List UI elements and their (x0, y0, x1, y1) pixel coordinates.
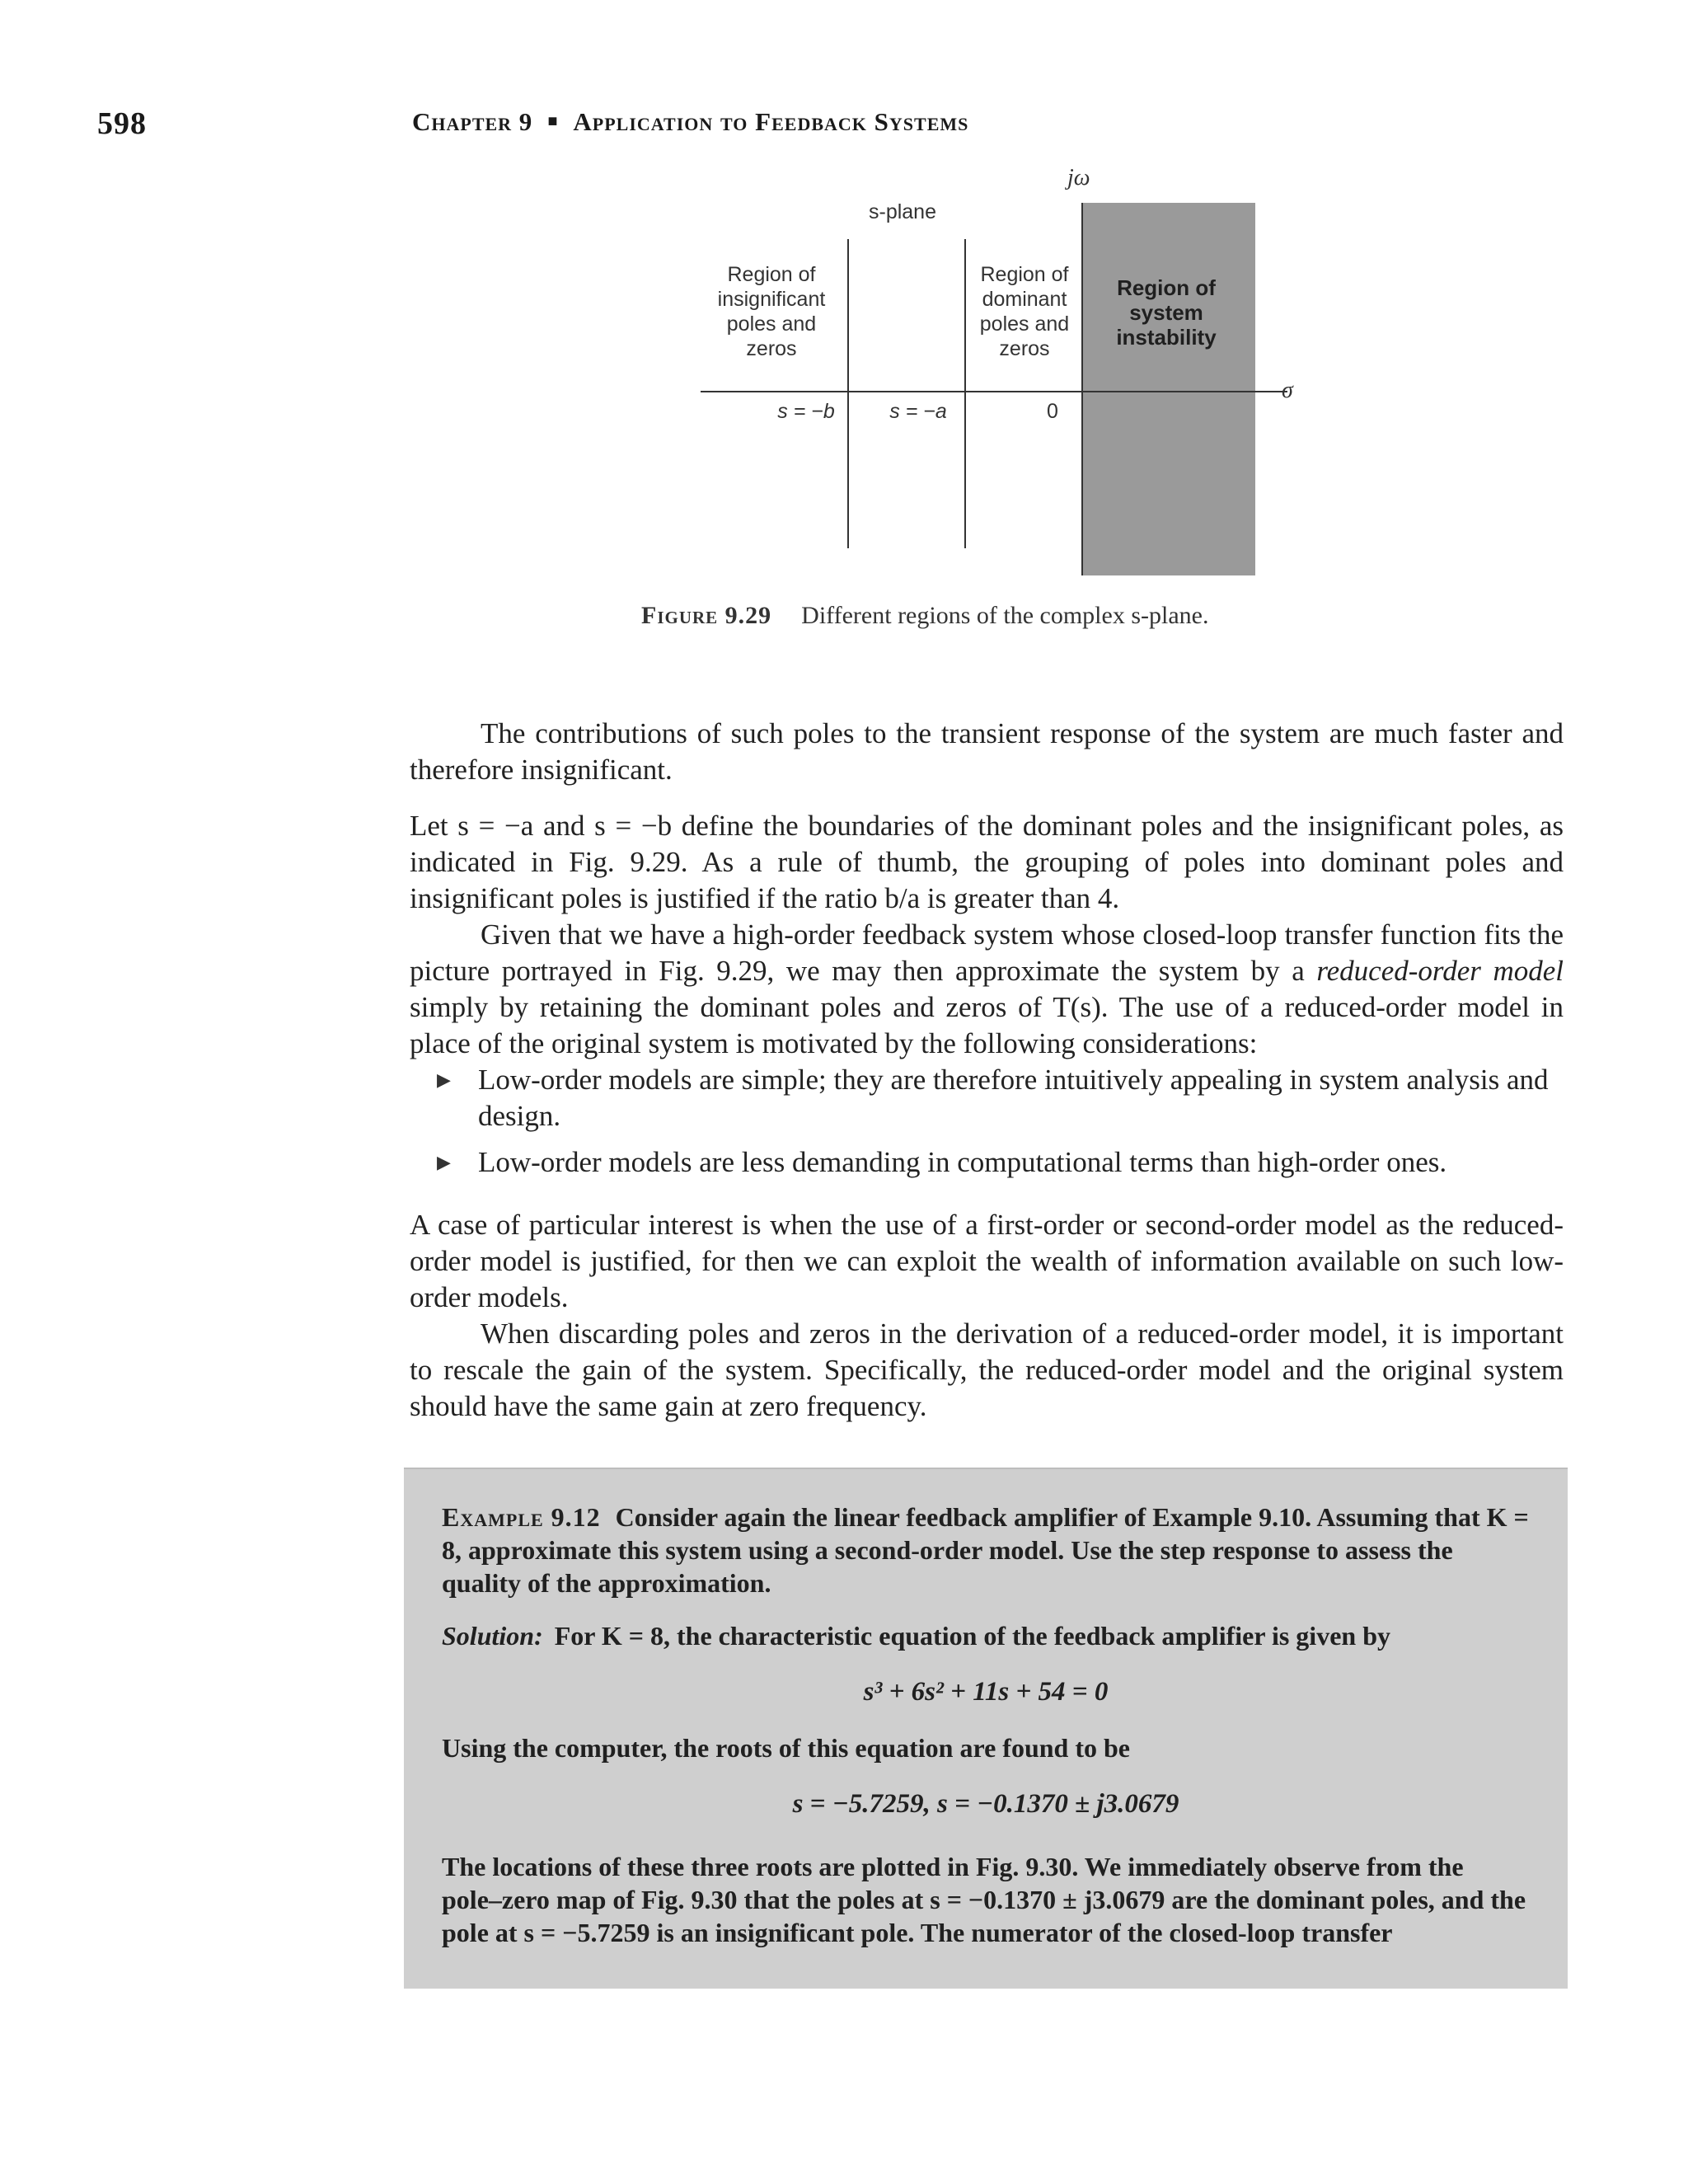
paragraph-4: A case of particular interest is when the use of a first-order or second-order model as the reduced-order model is justified, for then we can exploit the wealth of information available on such low-order models. (410, 1209, 1564, 1313)
region-insignificant-label: Region of insignificant poles and zeros (717, 263, 826, 360)
characteristic-equation: s³ + 6s² + 11s + 54 = 0 (863, 1677, 1109, 1707)
imaginary-axis-label: jω (1067, 165, 1090, 190)
triangle-bullet-icon: ▶ (437, 1152, 451, 1172)
boundary-b-label: s = −b (777, 400, 835, 423)
s-plane-label: s-plane (869, 200, 936, 223)
figure-s-plane (0, 0, 1688, 627)
origin-label: 0 (1047, 400, 1058, 423)
bullet-list (437, 1062, 1564, 1191)
paragraph-2: Let s = −a and s = −b define the boundaries of the dominant poles and the insignificant poles, as indicated in Fig. 9.29. As a rule of thumb, the grouping of poles into dominant poles and insignificant poles is justified if the ratio b/a is greater than 4. (410, 810, 1564, 914)
list-item: ▶ Low-order models are simple; they are therefore intuitively appealing in system analysis and design. (437, 1064, 1549, 1132)
paragraph-5: When discarding poles and zeros in the derivation of a reduced-order model, it is important to rescale the gain of the system. Specifically, the reduced-order model and the original system should have the same gain at zero frequency. (410, 1317, 1564, 1422)
list-item: ▶ Low-order models are less demanding in computational terms than high-order ones. (437, 1144, 1564, 1181)
paragraph-1: The contributions of such poles to the transient response of the system are much faster and therefore insignificant. (410, 717, 1564, 786)
region-dominant-label: Region of dominant poles and zeros (979, 263, 1070, 360)
paragraph-3: Given that we have a high-order feedback system whose closed-loop transfer function fits the picture portrayed in Fig. 9.29, we may then approximate the system by a reduced-order model simply by retaining the dominant poles and zeros of T(s). The use of a reduced-order model in place of the original system is motivated by the following considerations: (410, 918, 1564, 1059)
triangle-bullet-icon: ▶ (437, 1069, 451, 1090)
roots-intro: Using the computer, the roots of this equation are found to be (442, 1733, 1130, 1763)
separator-square-icon: ■ (547, 112, 559, 130)
emphasis-reduced-order-model: reduced-order model (1316, 955, 1564, 987)
instability-region-shading (1082, 203, 1255, 575)
example-box (404, 1468, 1568, 1989)
boundary-a-label: s = −a (889, 400, 947, 423)
figure-caption-label: Figure 9.29 (641, 602, 772, 629)
page-number: 598 (97, 106, 147, 141)
chapter-label: Chapter 9 (412, 107, 533, 136)
roots-equation: s = −5.7259, s = −0.1370 ± j3.0679 (792, 1789, 1179, 1819)
real-axis-label: σ (1282, 378, 1293, 403)
s-plane-diagram (0, 0, 1688, 627)
figure-caption (641, 602, 1208, 630)
region-instability-label: Region of system instability (1116, 275, 1217, 350)
solution-line: Solution: For K = 8, the characteristic equation of the feedback amplifier is given by (442, 1621, 1390, 1651)
example-closing: The locations of these three roots are plotted in Fig. 9.30. We immediately observe from the pole–zero map of Fig. 9.30 that the poles at s = −0.1370 ± j3.0679 are the dominant poles, and the pole at s = −5.7259 is an insignificant pole. The numerator of the closed-loop transfer (442, 1852, 1526, 1947)
example-statement: Example 9.12 Consider again the linear feedback amplifier of Example 9.10. Assuming that K = 8, approximate this system using a second-order model. Use the step response to assess the quality of the approximation. (442, 1502, 1529, 1598)
solution-label: Solution: (442, 1621, 543, 1651)
example-heading: Example 9.12 (442, 1502, 601, 1532)
chapter-title: Application to Feedback Systems (573, 107, 969, 136)
figure-caption-text: Different regions of the complex s-plane. (801, 602, 1209, 629)
